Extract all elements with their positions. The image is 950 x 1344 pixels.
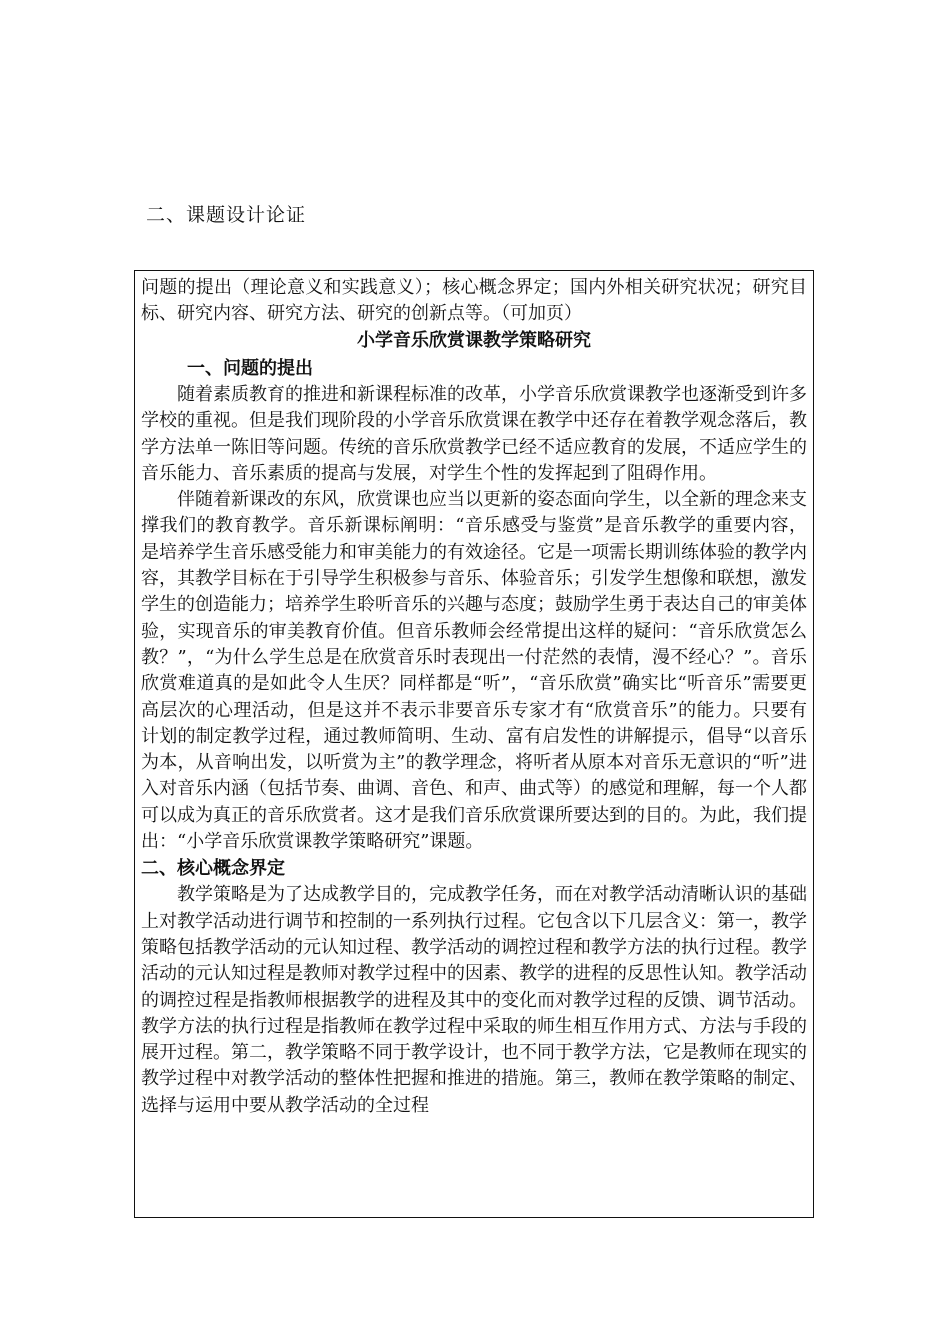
- paragraph-3: 教学策略是为了达成教学目的，完成教学任务，而在对教学活动清晰认识的基础上对教学活动进行调节和控制的一系列执行过程。它包含以下几层含义：第一，教学策略包括教学活动的元认知过程、教学活动的调控过程和教学方法的执行过程。教学活动的元认知过程是教师对教学过程中的因素、教学的进程的反思性认知。教学活动的调控过程是指教师根据教学的进程及其中的变化而对教学过程的反馈、调节活动。教学方法的执行过程是指教师在教学过程中采取的师生相互作用方式、方法与手段的展开过程。第二，教学策略不同于教学设计，也不同于教学方法，它是教师在现实的教学过程中对教学活动的整体性把握和推进的措施。第三，教师在教学策略的制定、选择与运用中要从教学活动的全过程: [141, 884, 807, 1116]
- paragraph-1: 随着素质教育的推进和新课程标准的改革，小学音乐欣赏课教学也逐渐受到许多学校的重视。但是我们现阶段的小学音乐欣赏课在教学中还存在着教学观念落后，教学方法单一陈旧等问题。传统的音乐欣赏教学已经不适应教育的发展，不适应学生的音乐能力、音乐素质的提高与发展，对学生个性的发挥起到了阻碍作用。: [141, 384, 807, 484]
- form-prompt: 问题的提出（理论意义和实践意义）；核心概念界定；国内外相关研究状况；研究目标、研究内容、研究方法、研究的创新点等。（可加页）: [141, 277, 807, 324]
- design-argument-box: [134, 270, 814, 1218]
- heading-core-concept: 二、核心概念界定: [141, 858, 285, 880]
- paragraph-2: 伴随着新课改的东风，欣赏课也应当以更新的姿态面向学生，以全新的理念来支撑我们的教育教学。音乐新课标阐明：“音乐感受与鉴赏”是音乐教学的重要内容，是培养学生音乐感受能力和审美能力的有效途径。它是一项需长期训练体验的教学内容，其教学目标在于引导学生积极参与音乐、体验音乐；引发学生想像和联想，激发学生的创造能力；培养学生聆听音乐的兴趣与态度；鼓励学生勇于表达自己的审美体验，实现音乐的审美教育价值。但音乐教师会经常提出这样的疑问：“音乐欣赏怎么教？”，“为什么学生总是在欣赏音乐时表现出一付茫然的表情，漫不经心？”。音乐欣赏难道真的是如此令人生厌？同样都是“听”，“音乐欣赏”确实比“听音乐”需要更高层次的心理活动，但是这并不表示非要音乐专家才有“欣赏音乐”的能力。只要有计划的制定教学过程，通过教师简明、生动、富有启发性的讲解提示，倡导“以音乐为本，从音响出发，以听赏为主”的教学理念，将听者从原本对音乐无意识的“听”进入对音乐内涵（包括节奏、曲调、音色、和声、曲式等）的感觉和理解，每一个人都可以成为真正的音乐欣赏者。这才是我们音乐欣赏课所要达到的目的。为此，我们提出：“小学音乐欣赏课教学策略研究”课题。: [141, 489, 807, 853]
- section-title: 二、课题设计论证: [146, 204, 307, 226]
- heading-problem: 一、问题的提出: [187, 358, 313, 379]
- document-title: 小学音乐欣赏课教学策略研究: [357, 330, 591, 351]
